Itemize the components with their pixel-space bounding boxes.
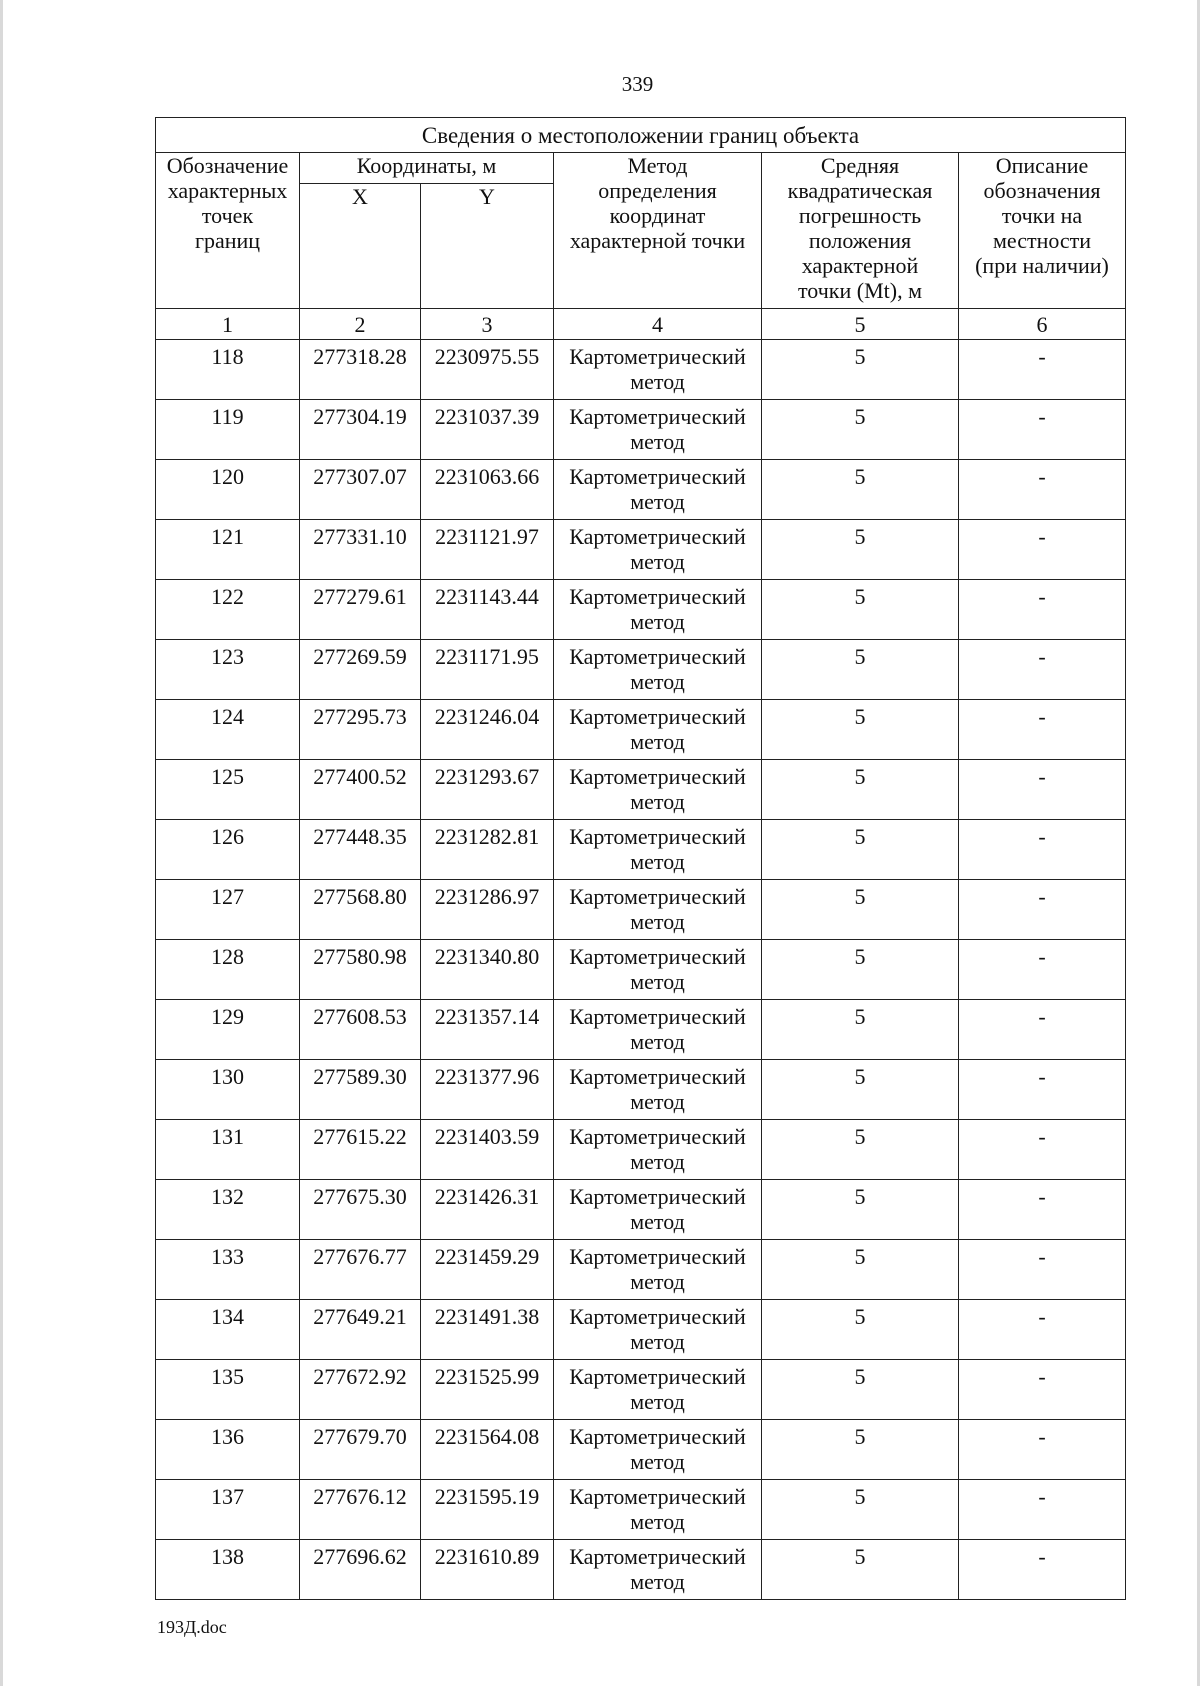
description-cell: -: [959, 340, 1126, 400]
point-cell: 124: [156, 700, 300, 760]
method-line-2: метод: [630, 1389, 685, 1414]
method-cell: [554, 1180, 762, 1240]
method-line-2: метод: [630, 1089, 685, 1114]
table-row: [156, 1360, 1126, 1420]
x-cell: 277675.30: [300, 1180, 421, 1240]
method-cell: [554, 1420, 762, 1480]
method-line-1: Картометрический: [569, 344, 746, 369]
error-cell: 5: [762, 1240, 959, 1300]
x-cell: 277589.30: [300, 1060, 421, 1120]
description-cell: -: [959, 1300, 1126, 1360]
method-line-1: Картометрический: [569, 1244, 746, 1269]
y-cell: 2231293.67: [421, 760, 554, 820]
y-cell: 2231491.38: [421, 1300, 554, 1360]
point-cell: 119: [156, 400, 300, 460]
method-line-1: Картометрический: [569, 764, 746, 789]
error-cell: 5: [762, 520, 959, 580]
description-cell: -: [959, 1060, 1126, 1120]
error-cell: 5: [762, 460, 959, 520]
point-cell: 120: [156, 460, 300, 520]
table-row: [156, 760, 1126, 820]
table-row: [156, 700, 1126, 760]
method-line-2: метод: [630, 1509, 685, 1534]
point-cell: 135: [156, 1360, 300, 1420]
x-cell: 277679.70: [300, 1420, 421, 1480]
description-cell: -: [959, 820, 1126, 880]
point-cell: 123: [156, 640, 300, 700]
method-line-1: Картометрический: [569, 584, 746, 609]
method-line-2: метод: [630, 789, 685, 814]
method-line-1: Картометрический: [569, 1424, 746, 1449]
table-row: [156, 460, 1126, 520]
y-cell: 2231121.97: [421, 520, 554, 580]
description-cell: -: [959, 1540, 1126, 1600]
column-number-row: [156, 309, 1126, 340]
description-cell: -: [959, 1120, 1126, 1180]
method-line-2: метод: [630, 1449, 685, 1474]
method-cell: [554, 400, 762, 460]
error-cell: 5: [762, 1000, 959, 1060]
table-row: [156, 1060, 1126, 1120]
error-cell: 5: [762, 640, 959, 700]
y-cell: 2231459.29: [421, 1240, 554, 1300]
description-cell: -: [959, 1240, 1126, 1300]
error-cell: 5: [762, 1360, 959, 1420]
description-cell: -: [959, 1180, 1126, 1240]
description-cell: -: [959, 940, 1126, 1000]
description-cell: -: [959, 520, 1126, 580]
method-line-2: метод: [630, 729, 685, 754]
x-cell: 277307.07: [300, 460, 421, 520]
column-number: 1: [156, 309, 300, 340]
scan-edge-left: [0, 0, 3, 1686]
method-line-2: метод: [630, 969, 685, 994]
description-cell: -: [959, 580, 1126, 640]
header-coordinates: Координаты, м: [300, 153, 554, 184]
x-cell: 277676.77: [300, 1240, 421, 1300]
method-cell: [554, 460, 762, 520]
table-row: [156, 820, 1126, 880]
table-row: [156, 1480, 1126, 1540]
method-line-2: метод: [630, 849, 685, 874]
y-cell: 2231340.80: [421, 940, 554, 1000]
method-line-1: Картометрический: [569, 1064, 746, 1089]
point-cell: 131: [156, 1120, 300, 1180]
y-cell: 2231426.31: [421, 1180, 554, 1240]
table-row: [156, 940, 1126, 1000]
point-cell: 129: [156, 1000, 300, 1060]
method-line-2: метод: [630, 549, 685, 574]
table-row: [156, 1420, 1126, 1480]
error-cell: 5: [762, 760, 959, 820]
error-cell: 5: [762, 880, 959, 940]
method-cell: [554, 1360, 762, 1420]
method-line-2: метод: [630, 1029, 685, 1054]
method-line-1: Картометрический: [569, 464, 746, 489]
y-cell: 2231143.44: [421, 580, 554, 640]
method-line-1: Картометрический: [569, 1304, 746, 1329]
y-cell: 2231282.81: [421, 820, 554, 880]
error-cell: 5: [762, 700, 959, 760]
x-cell: 277580.98: [300, 940, 421, 1000]
table-row: [156, 1540, 1126, 1600]
method-cell: [554, 520, 762, 580]
x-cell: 277608.53: [300, 1000, 421, 1060]
table-row: [156, 340, 1126, 400]
description-cell: -: [959, 1360, 1126, 1420]
method-line-1: Картометрический: [569, 704, 746, 729]
error-cell: 5: [762, 580, 959, 640]
table-row: [156, 400, 1126, 460]
table-row: [156, 1120, 1126, 1180]
method-cell: [554, 1540, 762, 1600]
point-cell: 136: [156, 1420, 300, 1480]
table-row: [156, 520, 1126, 580]
description-cell: -: [959, 1420, 1126, 1480]
point-cell: 130: [156, 1060, 300, 1120]
method-line-2: метод: [630, 1149, 685, 1174]
point-cell: 125: [156, 760, 300, 820]
method-cell: [554, 1000, 762, 1060]
page-number: 339: [621, 72, 654, 96]
x-cell: 277676.12: [300, 1480, 421, 1540]
header-error: Средняя квадратическая погрешность положения характерной точки (Mt), м: [762, 153, 959, 309]
y-cell: 2231525.99: [421, 1360, 554, 1420]
method-cell: [554, 880, 762, 940]
x-cell: 277279.61: [300, 580, 421, 640]
method-cell: [554, 820, 762, 880]
table-row: [156, 1240, 1126, 1300]
error-cell: 5: [762, 820, 959, 880]
table-row: [156, 1180, 1126, 1240]
y-cell: 2231610.89: [421, 1540, 554, 1600]
table-row: [156, 640, 1126, 700]
method-line-2: метод: [630, 489, 685, 514]
method-line-2: метод: [630, 1569, 685, 1594]
method-cell: [554, 1120, 762, 1180]
column-number: 5: [762, 309, 959, 340]
method-line-1: Картометрический: [569, 1184, 746, 1209]
method-line-1: Картометрический: [569, 944, 746, 969]
header-x: X: [300, 184, 421, 309]
error-cell: 5: [762, 1420, 959, 1480]
column-number: 6: [959, 309, 1126, 340]
method-line-2: метод: [630, 369, 685, 394]
description-cell: -: [959, 1480, 1126, 1540]
table-row: [156, 1000, 1126, 1060]
method-line-2: метод: [630, 609, 685, 634]
x-cell: 277672.92: [300, 1360, 421, 1420]
x-cell: 277448.35: [300, 820, 421, 880]
y-cell: 2231246.04: [421, 700, 554, 760]
method-cell: [554, 640, 762, 700]
method-line-1: Картометрический: [569, 1124, 746, 1149]
method-line-2: метод: [630, 1209, 685, 1234]
y-cell: 2231403.59: [421, 1120, 554, 1180]
method-cell: [554, 700, 762, 760]
x-cell: 277649.21: [300, 1300, 421, 1360]
point-cell: 122: [156, 580, 300, 640]
method-line-1: Картометрический: [569, 1004, 746, 1029]
error-cell: 5: [762, 1060, 959, 1120]
point-cell: 118: [156, 340, 300, 400]
description-cell: -: [959, 1000, 1126, 1060]
y-cell: 2231357.14: [421, 1000, 554, 1060]
column-number: 3: [421, 309, 554, 340]
x-cell: 277615.22: [300, 1120, 421, 1180]
header-y: Y: [421, 184, 554, 309]
method-line-1: Картометрический: [569, 524, 746, 549]
description-cell: -: [959, 700, 1126, 760]
description-cell: -: [959, 460, 1126, 520]
y-cell: 2230975.55: [421, 340, 554, 400]
error-cell: 5: [762, 1540, 959, 1600]
point-cell: 126: [156, 820, 300, 880]
method-cell: [554, 340, 762, 400]
y-cell: 2231171.95: [421, 640, 554, 700]
method-line-2: метод: [630, 909, 685, 934]
method-cell: [554, 760, 762, 820]
method-cell: [554, 580, 762, 640]
point-cell: 132: [156, 1180, 300, 1240]
y-cell: 2231286.97: [421, 880, 554, 940]
x-cell: 277400.52: [300, 760, 421, 820]
method-line-1: Картометрический: [569, 824, 746, 849]
header-method: Метод определения координат характерной точки: [554, 153, 762, 309]
description-cell: -: [959, 400, 1126, 460]
column-number: 4: [554, 309, 762, 340]
y-cell: 2231595.19: [421, 1480, 554, 1540]
table-row: [156, 1300, 1126, 1360]
point-cell: 133: [156, 1240, 300, 1300]
column-number: 2: [300, 309, 421, 340]
method-line-2: метод: [630, 429, 685, 454]
point-cell: 128: [156, 940, 300, 1000]
method-line-1: Картометрический: [569, 404, 746, 429]
error-cell: 5: [762, 1120, 959, 1180]
method-cell: [554, 1240, 762, 1300]
method-line-1: Картометрический: [569, 1484, 746, 1509]
x-cell: 277331.10: [300, 520, 421, 580]
error-cell: 5: [762, 340, 959, 400]
method-cell: [554, 1480, 762, 1540]
y-cell: 2231377.96: [421, 1060, 554, 1120]
method-line-2: метод: [630, 1269, 685, 1294]
method-cell: [554, 1060, 762, 1120]
method-line-2: метод: [630, 669, 685, 694]
document-filename: 193Д.doc: [157, 1617, 227, 1637]
header-description: Описание обозначения точки на местности (при наличии): [959, 153, 1126, 309]
point-cell: 127: [156, 880, 300, 940]
boundary-coordinates-table: [155, 117, 1126, 1600]
method-line-1: Картометрический: [569, 1544, 746, 1569]
method-line-1: Картометрический: [569, 644, 746, 669]
method-line-1: Картометрический: [569, 1364, 746, 1389]
x-cell: 277568.80: [300, 880, 421, 940]
x-cell: 277295.73: [300, 700, 421, 760]
x-cell: 277318.28: [300, 340, 421, 400]
point-cell: 134: [156, 1300, 300, 1360]
description-cell: -: [959, 880, 1126, 940]
description-cell: -: [959, 640, 1126, 700]
point-cell: 121: [156, 520, 300, 580]
point-cell: 138: [156, 1540, 300, 1600]
y-cell: 2231037.39: [421, 400, 554, 460]
method-cell: [554, 940, 762, 1000]
error-cell: 5: [762, 1300, 959, 1360]
table-title: Сведения о местоположении границ объекта: [156, 118, 1126, 153]
method-cell: [554, 1300, 762, 1360]
error-cell: 5: [762, 1180, 959, 1240]
x-cell: 277269.59: [300, 640, 421, 700]
x-cell: 277696.62: [300, 1540, 421, 1600]
table-row: [156, 580, 1126, 640]
table-row: [156, 880, 1126, 940]
y-cell: 2231564.08: [421, 1420, 554, 1480]
method-line-2: метод: [630, 1329, 685, 1354]
description-cell: -: [959, 760, 1126, 820]
point-cell: 137: [156, 1480, 300, 1540]
error-cell: 5: [762, 400, 959, 460]
method-line-1: Картометрический: [569, 884, 746, 909]
error-cell: 5: [762, 940, 959, 1000]
y-cell: 2231063.66: [421, 460, 554, 520]
header-designation: Обозначение характерных точек границ: [156, 153, 300, 309]
error-cell: 5: [762, 1480, 959, 1540]
x-cell: 277304.19: [300, 400, 421, 460]
